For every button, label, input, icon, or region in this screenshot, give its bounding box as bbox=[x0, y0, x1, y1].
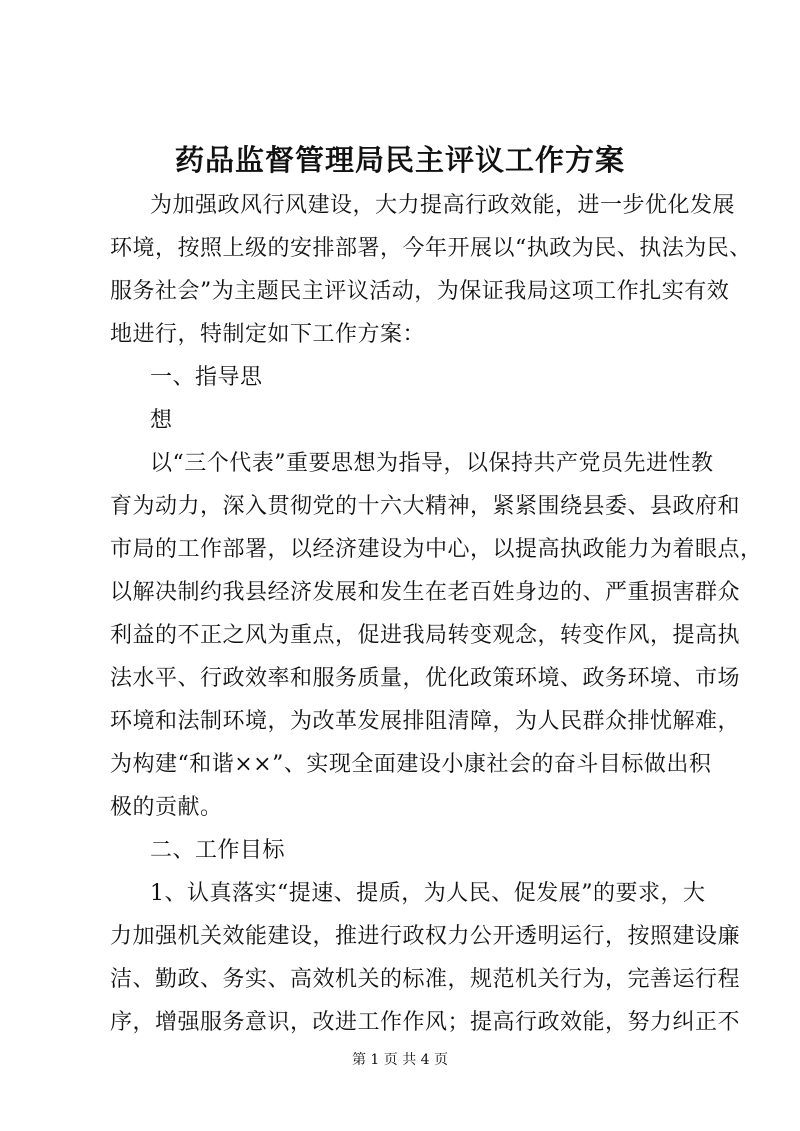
paragraph-line: 市局的工作部署，以经济建设为中心，以提高执政能力为着眼点， bbox=[110, 537, 763, 562]
page-number-footer: 第 1 页 共 4 页 bbox=[351, 1052, 449, 1068]
paragraph-line: 利益的不正之风为重点，促进我局转变观念，转变作风，提高执 bbox=[110, 623, 741, 648]
paragraph-line: 1、认真落实“提速、提质，为人民、促发展”的要求，大 bbox=[150, 881, 706, 906]
paragraph-line: 力加强机关效能建设，推进行政权力公开透明运行，按照建设廉 bbox=[110, 924, 741, 949]
paragraph-line: 以解决制约我县经济发展和发生在老百姓身边的、严重损害群众 bbox=[110, 580, 741, 605]
paragraph-line: 序，增强服务意识，改进工作作风；提高行政效能，努力纠正不 bbox=[110, 1010, 741, 1035]
paragraph-line: 环境，按照上级的安排部署，今年开展以“执政为民、执法为民、 bbox=[110, 236, 752, 261]
paragraph-line: 为加强政风行风建设，大力提高行政效能，进一步优化发展 bbox=[150, 193, 736, 218]
section-heading: 二、工作目标 bbox=[150, 838, 286, 863]
section-heading-continuation: 想 bbox=[150, 408, 173, 433]
paragraph-line: 法水平、行政效率和服务质量，优化政策环境、政务环境、市场 bbox=[110, 666, 741, 691]
paragraph-line: 服务社会”为主题民主评议活动，为保证我局这项工作扎实有效 bbox=[110, 279, 730, 304]
paragraph-line: 洁、勤政、务实、高效机关的标准，规范机关行为，完善运行程 bbox=[110, 967, 741, 992]
paragraph-line: 育为动力，深入贯彻党的十六大精神，紧紧围绕县委、县政府和 bbox=[110, 494, 741, 519]
document-title: 药品监督管理局民主评议工作方案 bbox=[174, 143, 625, 177]
paragraph-line: 环境和法制环境，为改革发展排阻清障，为人民群众排忧解难， bbox=[110, 709, 741, 734]
section-heading: 一、指导思 bbox=[150, 365, 263, 390]
paragraph-line: 为构建“和谐××”、实现全面建设小康社会的奋斗目标做出积 bbox=[110, 752, 712, 777]
paragraph-line: 地进行，特制定如下工作方案： bbox=[110, 322, 426, 347]
paragraph-line: 极的贡献。 bbox=[110, 795, 223, 820]
paragraph-line: 以“三个代表”重要思想为指导，以保持共产党员先进性教 bbox=[150, 451, 714, 476]
